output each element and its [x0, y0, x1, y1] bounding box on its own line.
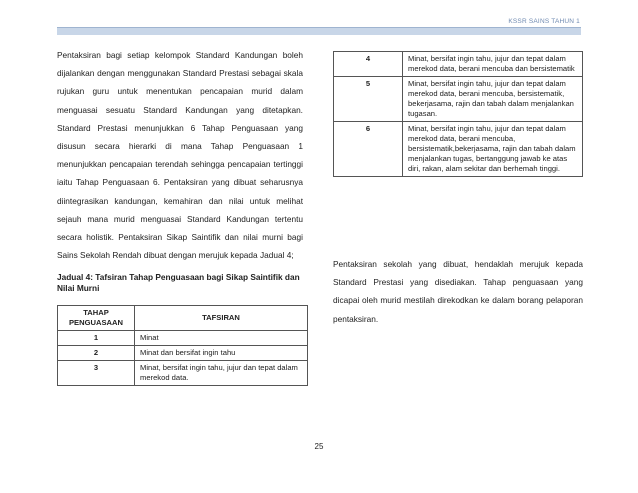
header-level: TAHAP PENGUASAAN	[58, 306, 135, 331]
table-header-row	[58, 306, 308, 331]
level-cell: 6	[334, 122, 403, 177]
page-number: 25	[314, 442, 324, 451]
interpretation-cell: Minat, bersifat ingin tahu, jujur dan tepat dalam merekod data, berani mencuba, bersistematik, bekerjasama, rajin dan tabah dalam menjalankan tugasan.	[403, 77, 583, 122]
intro-paragraph: Pentaksiran bagi setiap kelompok Standard Kandungan boleh dijalankan dengan menggunakan Standard Prestasi sebagai skala rujukan guru untuk menentukan pencapaian murid dalam menguasai sesuatu Standard Kandungan yang ditetapkan. Standard Prestasi menunjukkan 6 Tahap Penguasaan yang disusun secara hierarki di mana Tahap Penguasaan 1 menunjukkan pencapaian terendah sehingga pencapaian tertinggi iaitu Tahap Penguasaan 6. Pentaksiran yang dibuat seharusnya diintegrasikan kandungan, kemahiran dan nilai untuk melihat sejauh mana murid menguasai Standard Kandungan tertentu secara holistik. Pentaksiran Sikap Saintifik dan nilai murni bagi Sains Sekolah Rendah dibuat dengan merujuk kepada Jadual 4;	[57, 50, 303, 261]
level-cell: 5	[334, 77, 403, 122]
table-row	[334, 77, 583, 122]
interpretation-cell: Minat, bersifat ingin tahu, jujur dan tepat dalam merekod data, berani mencuba, bersistematik,bekerjasama, rajin dan tabah dalam menjalankan tugas, bertanggung jawab ke atas diri, rakan, alam sekitar dan berhemah tinggi.	[403, 122, 583, 177]
table-row	[334, 122, 583, 177]
mastery-table-part1	[57, 305, 308, 386]
level-cell: 2	[58, 346, 135, 361]
mastery-table-part2	[333, 51, 583, 177]
right-column	[333, 255, 583, 328]
level-cell: 3	[58, 361, 135, 386]
interpretation-cell: Minat, bersifat ingin tahu, jujur dan tepat dalam merekod data.	[135, 361, 308, 386]
table-row	[58, 361, 308, 386]
interpretation-cell: Minat	[135, 331, 308, 346]
table-row	[58, 331, 308, 346]
table-row	[58, 346, 308, 361]
left-column	[57, 46, 303, 264]
header-interpretation: TAFSIRAN	[135, 306, 308, 331]
reporting-paragraph: Pentaksiran sekolah yang dibuat, hendaklah merujuk kepada Standard Prestasi yang disediakan. Tahap penguasaan yang dicapai oleh murid mestilah direkodkan ke dalam borang pelaporan pentaksiran.	[333, 259, 583, 324]
level-cell: 4	[334, 52, 403, 77]
interpretation-cell: Minat dan bersifat ingin tahu	[135, 346, 308, 361]
level-cell: 1	[58, 331, 135, 346]
header-bar	[57, 27, 581, 35]
table-caption: Jadual 4: Tafsiran Tahap Penguasaan bagi Sikap Saintifik dan Nilai Murni	[57, 272, 300, 293]
interpretation-cell: Minat, bersifat ingin tahu, jujur dan tepat dalam merekod data, berani mencuba dan bersistematik	[403, 52, 583, 77]
running-header: KSSR SAINS TAHUN 1	[508, 18, 580, 25]
table-row	[334, 52, 583, 77]
